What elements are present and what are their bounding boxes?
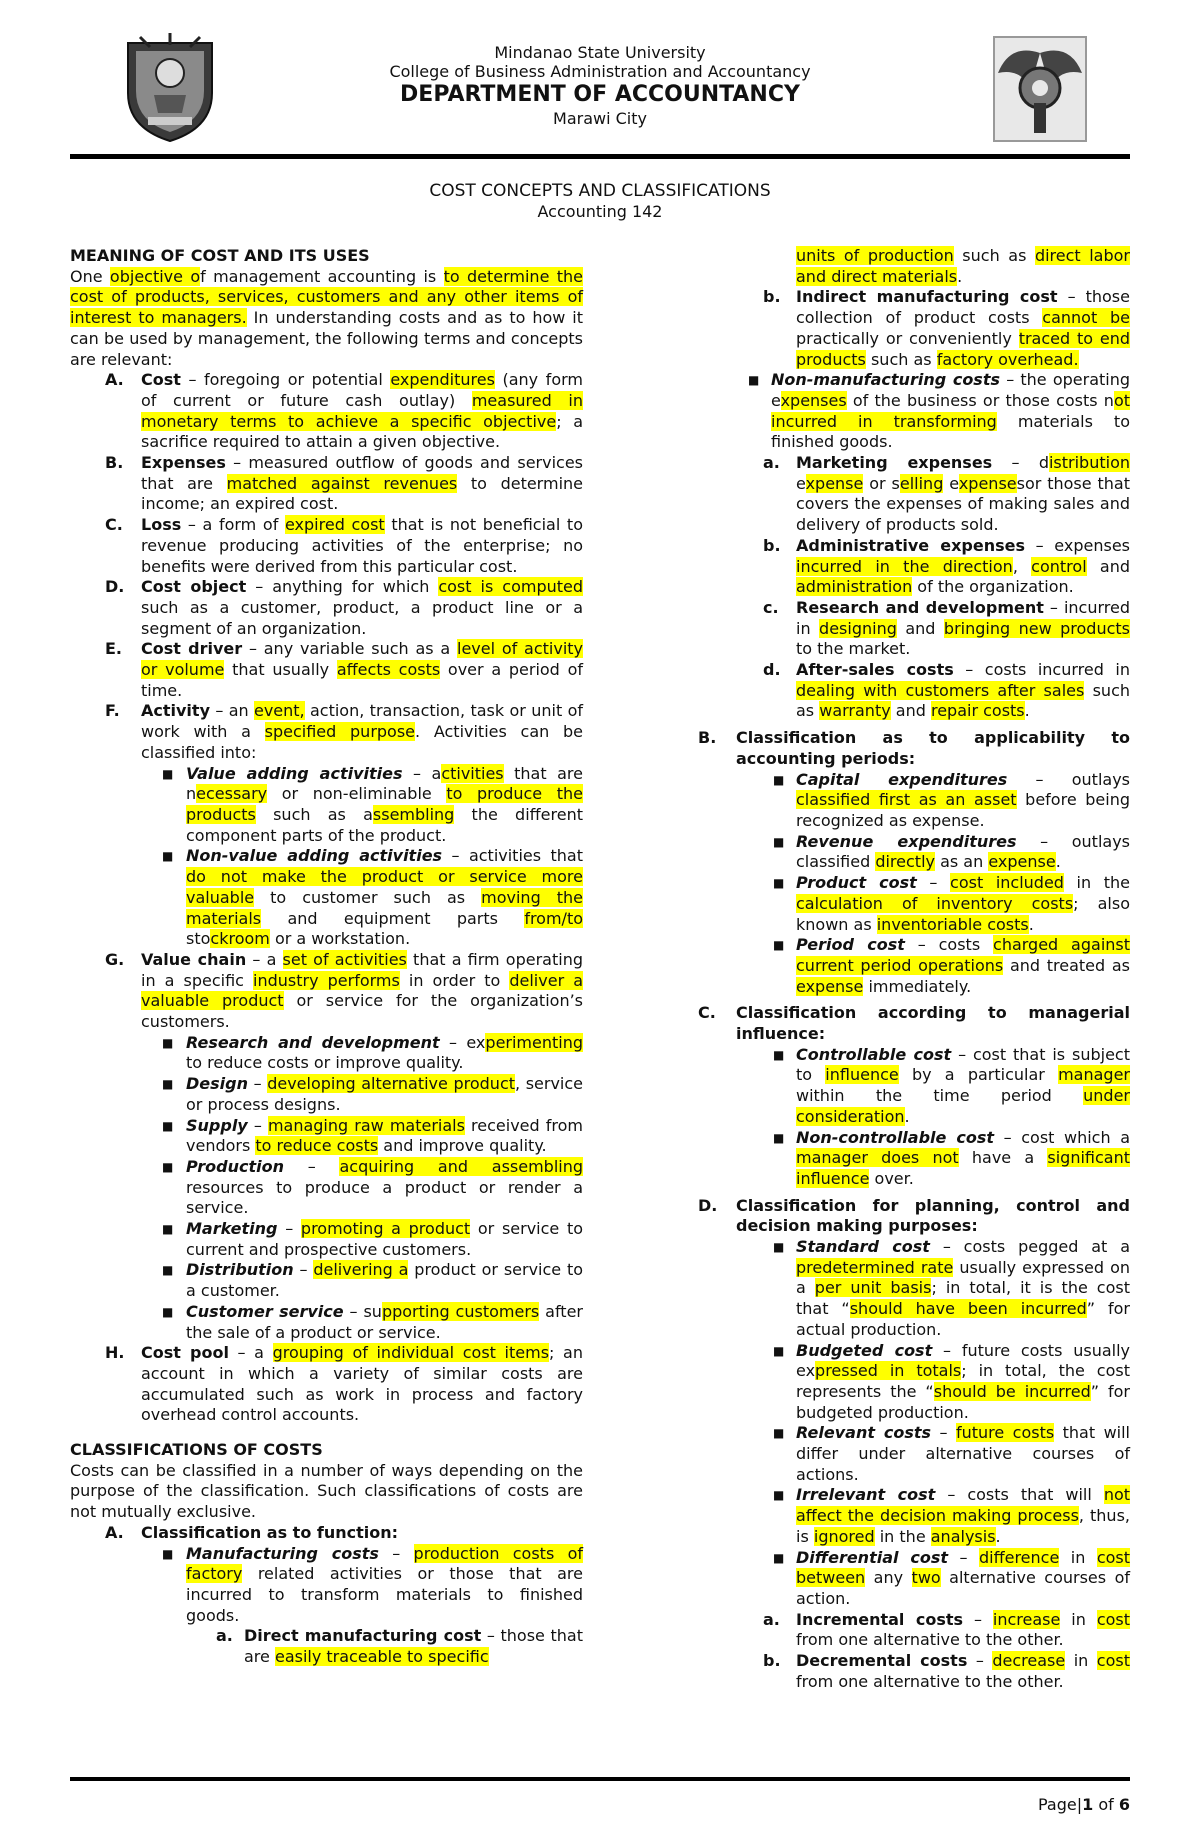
list-item: ■ Differential cost – difference in cost between any two alternative courses of action. bbox=[773, 1547, 1131, 1608]
list-item: ■ Product cost – cost included in the calculation of inventory costs; also known as inventoriable costs. bbox=[773, 873, 1130, 934]
list-item: ■ Non-manufacturing costs – the operating expenses of the business or those costs not incurred in transforming materials to finished goods. bbox=[748, 370, 1131, 452]
list-item: ■ Supply – managing raw materials received from vendors to reduce costs and improve quality. bbox=[162, 1115, 584, 1156]
paragraph: One objective of management accounting is to determine the cost of products, services, customers and any other items of interest to managers. In understanding costs and as to how it can be used by management, the following terms and concepts are relevant: bbox=[70, 266, 584, 369]
city-name: Marawi City bbox=[553, 109, 647, 128]
page-of: of bbox=[1093, 1795, 1119, 1814]
list-item: D. Classification for planning, control and decision making purposes: bbox=[698, 1195, 1130, 1236]
list-item: a. Marketing expenses – distribution expense or selling expensesor those that covers the expenses of making sales and delivery of products sold. bbox=[763, 453, 1131, 535]
department-name: DEPARTMENT OF ACCOUNTANCY bbox=[400, 82, 800, 107]
list-item: ■ Non-value adding activities – activities that do not make the product or service more valuable to customer such as moving the materials and equipment parts from/to stockroom or a workstation. bbox=[162, 846, 584, 949]
list-item: ■ Manufacturing costs – production costs of factory related activities or those that are incurred to transform materials to finished goods. bbox=[162, 1543, 583, 1625]
list-item: a. Incremental costs – increase in cost from one alternative to the other. bbox=[763, 1609, 1131, 1650]
list-item: F. Activity – an event, action, transaction, task or unit of work with a specified purpose. Activities can be classified into: bbox=[105, 701, 584, 762]
list-item: E. Cost driver – any variable such as a level of activity or volume that usually affects costs over a period of time. bbox=[105, 639, 584, 700]
list-item: b. Decremental costs – decrease in cost from one alternative to the other. bbox=[763, 1651, 1130, 1691]
list-item: B. Expenses – measured outflow of goods and services that are matched against revenues to determine income; an expired cost. bbox=[105, 453, 583, 514]
list-item: ■ Irrelevant cost – costs that will not affect the decision making process, thus, is ignored in the analysis. bbox=[773, 1485, 1131, 1546]
section-heading: MEANING OF COST AND ITS USES bbox=[70, 246, 370, 265]
list-item: G. Value chain – a set of activities that a firm operating in a specific industry performs in order to deliver a valuable product or service for the organization’s customers. bbox=[105, 949, 584, 1032]
list-item: b. Indirect manufacturing cost – those collection of product costs cannot be practically or conveniently traced to end products such as factory overhead. bbox=[763, 287, 1131, 369]
document-subject: Accounting 142 bbox=[537, 202, 663, 221]
page-total: 6 bbox=[1118, 1795, 1130, 1814]
list-item: C. Loss – a form of expired cost that is not beneficial to revenue producing activities of the enterprise; no benefits were derived from this particular cost. bbox=[105, 515, 583, 576]
list-item: D. Cost object – anything for which cost is computed such as a customer, product, a product line or a segment of an organization. bbox=[105, 577, 584, 638]
college-name: College of Business Administration and Accountancy bbox=[389, 62, 811, 81]
list-item: a. Direct manufacturing cost – those that are easily traceable to specific bbox=[216, 1626, 583, 1667]
page-number bbox=[1038, 1795, 1130, 1814]
list-item: ■ Non-controllable cost – cost which a manager does not have a significant influence over. bbox=[773, 1127, 1130, 1188]
list-item: C. Classification according to managerial influence: bbox=[698, 1003, 1130, 1044]
list-item: ■ Marketing – promoting a product or service to current and prospective customers. bbox=[162, 1219, 584, 1259]
footer-divider bbox=[70, 1777, 1130, 1781]
list-item: b. Administrative expenses – expenses incurred in the direction, control and administration of the organization. bbox=[763, 535, 1131, 597]
list-item: c. Research and development – incurred in designing and bringing new products to the market. bbox=[763, 597, 1130, 659]
list-item: ■ Value adding activities – activities that are necessary or non-eliminable to produce the products such as assembling the different component parts of the product. bbox=[162, 763, 584, 845]
university-name: Mindanao State University bbox=[494, 43, 706, 62]
list-item: ■ Research and development – experimenting to reduce costs or improve quality. bbox=[162, 1032, 584, 1073]
list-item: ■ Relevant costs – future costs that will differ under alternative courses of actions. bbox=[773, 1423, 1131, 1484]
document-title-block bbox=[70, 180, 1130, 222]
list-item: B. Classification as to applicability to accounting periods: bbox=[698, 728, 1130, 768]
list-item: A. Cost – foregoing or potential expenditures (any form of current or future cash outlay) measured in monetary terms to achieve a specific objective; a sacrifice required to attain a given objective. bbox=[105, 370, 584, 452]
list-item: H. Cost pool – a grouping of individual cost items; an account in which a variety of similar costs are accumulated such as work in process and factory overhead control accounts. bbox=[105, 1343, 584, 1425]
list-item: ■ Revenue expenditures – outlays classified directly as an expense. bbox=[773, 831, 1130, 872]
list-item: ■ Standard cost – costs pegged at a predetermined rate usually expressed on a per unit basis; in total, it is the cost that “should have been incurred” for actual production. bbox=[773, 1237, 1131, 1339]
list-item: ■ Design – developing alternative product, service or process designs. bbox=[162, 1074, 584, 1114]
left-column bbox=[70, 246, 583, 1668]
list-item: ■ Controllable cost – cost that is subject to influence by a particular manager within the time period under consideration. bbox=[773, 1044, 1131, 1126]
list-item: ■ Distribution – delivering a product or service to a customer. bbox=[162, 1260, 584, 1301]
list-item: ■ Capital expenditures – outlays classified first as an asset before being recognized as expense. bbox=[773, 769, 1131, 830]
list-item: A. Classification as to function: bbox=[105, 1522, 399, 1542]
list-item: ■ Production – acquiring and assembling resources to produce a product or render a service. bbox=[162, 1156, 584, 1218]
list-item: ■ Budgeted cost – future costs usually expressed in totals; in total, the cost represents the “should be incurred” for budgeted production. bbox=[773, 1340, 1131, 1422]
list-item: d. After-sales costs – costs incurred in dealing with customers after sales such as warranty and repair costs. bbox=[763, 660, 1131, 721]
list-item-continuation: units of production such as direct labor and direct materials. bbox=[796, 246, 1131, 286]
document-title: COST CONCEPTS AND CLASSIFICATIONS bbox=[429, 181, 771, 201]
right-column bbox=[698, 246, 1131, 1693]
section-heading: CLASSIFICATIONS OF COSTS bbox=[70, 1440, 323, 1460]
letterhead bbox=[70, 25, 1130, 155]
list-item: ■ Customer service – supporting customers after the sale of a product or service. bbox=[162, 1301, 583, 1342]
page-current: 1 bbox=[1082, 1795, 1094, 1814]
list-item: ■ Period cost – costs charged against current period operations and treated as expense immediately. bbox=[773, 935, 1131, 996]
department-emblem-logo bbox=[990, 33, 1090, 145]
page-label: Page| bbox=[1038, 1795, 1083, 1814]
header-divider bbox=[70, 154, 1130, 159]
paragraph: Costs can be classified in a number of ways depending on the purpose of the classification. Such classifications of costs are not mutually exclusive. bbox=[70, 1460, 583, 1522]
